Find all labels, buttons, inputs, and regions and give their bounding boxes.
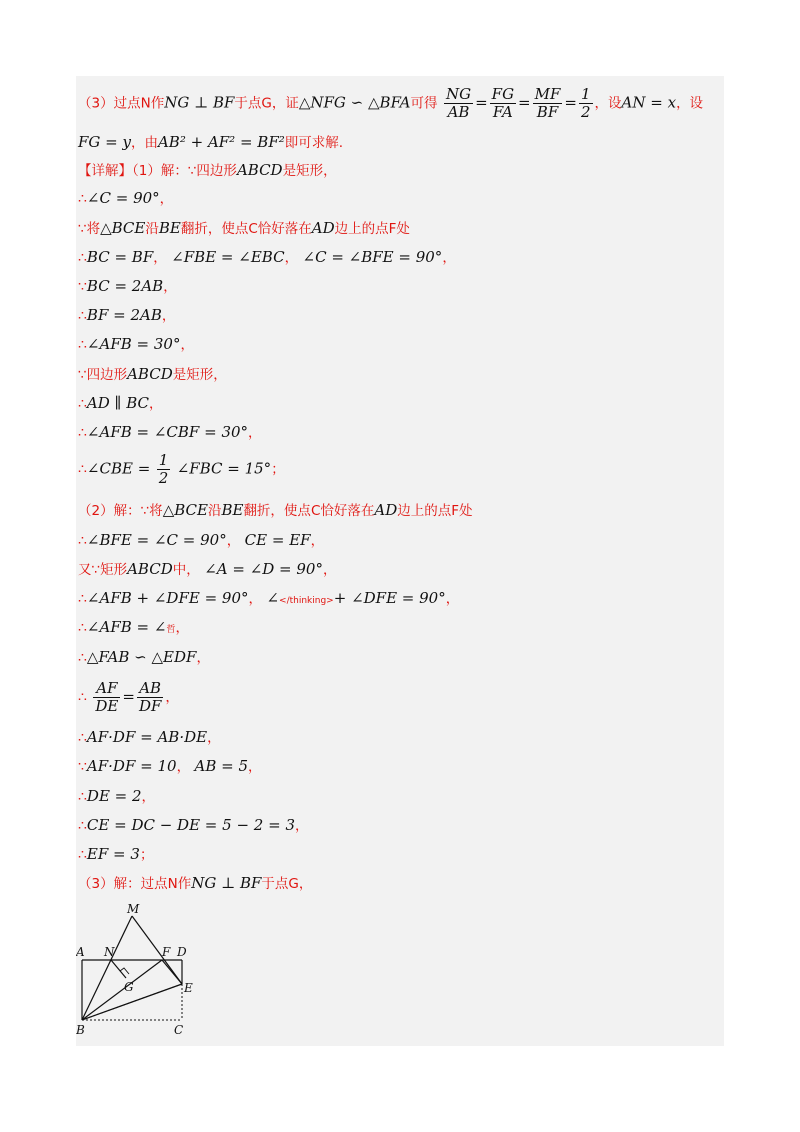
label-f: F: [162, 945, 171, 959]
line-6: ∴BC = BF， ∠FBE = ∠EBC， ∠C = ∠BFE = 90°，: [78, 248, 456, 266]
line-26: （3）解：过点N作NG ⊥ BF于点G，: [78, 874, 313, 892]
line-14: （2）解：∵将△BCE沿BE翻折，使点C恰好落在AD边上的点F处: [78, 501, 473, 519]
line-20: ∴ $\frac{AF}{DE}$ = $\frac{AB}{DF}$ ，: [78, 679, 179, 715]
label-d: D: [177, 945, 187, 959]
line-11: ∴AD ∥ BC，: [78, 394, 163, 412]
label-m: M: [127, 902, 140, 916]
line-21: ∴AF·DF = AB·DE，: [78, 728, 221, 746]
label-b: B: [76, 1023, 85, 1037]
line-19: ∴△FAB ∽ △EDF，: [78, 648, 210, 666]
line-16: 又∵矩形ABCD中， ∠A = ∠D = 90°，: [78, 560, 337, 578]
fraction-one-half: $\frac{1}{2}$: [580, 85, 591, 121]
fraction-mf-bf: $\frac{MF}{BF}$: [534, 85, 561, 121]
fraction-ab-df: $\frac{AB}{DF}$: [138, 679, 162, 715]
line-22: ∵AF·DF = 10， AB = 5，: [78, 757, 262, 775]
label-e: E: [184, 981, 193, 995]
fraction-one-half: $\frac{1}{2}$: [158, 451, 169, 487]
segment-fe: [162, 960, 182, 984]
line-8: ∴BF = 2AB，: [78, 306, 176, 324]
line-2: FG = y，由AB² + AF² = BF²即可求解.: [78, 133, 344, 151]
line-9: ∴∠AFB = 30°，: [78, 335, 194, 353]
line-23: ∴DE = 2，: [78, 787, 156, 805]
segment-me: [132, 916, 182, 984]
line-7: ∵BC = 2AB，: [78, 277, 177, 295]
line-1: （3）过点N作NG ⊥ BF于点G，证△NFG ∽ △BFA可得 $\frac{NG}{AB}$ = $\frac{FG}{FA}$ = $\frac{MF}{BF}$ = $\frac{1}{2}$ ，设AN = x，设: [78, 85, 704, 121]
fraction-ng-ab: $\frac{NG}{AB}$: [445, 85, 472, 121]
line-17: ∴∠AFB + ∠DFE = 90°， ∠</thinking>+ ∠DFE = 90°，: [78, 589, 460, 607]
line-13: ∴∠CBE = $\frac{1}{2}$ ∠FBC = 15°；: [78, 451, 285, 487]
geometry-figure: [76, 900, 216, 1045]
fraction-fg-fa: $\frac{FG}{FA}$: [491, 85, 515, 121]
label-c: C: [174, 1023, 184, 1037]
label-g: G: [124, 980, 134, 994]
line-10: ∵四边形ABCD是矩形，: [78, 365, 227, 383]
line-25: ∴EF = 3；: [78, 845, 154, 863]
fraction-af-de: $\frac{AF}{DE}$: [95, 679, 119, 715]
line-18: ∴∠AFB = ∠哲，: [78, 618, 189, 636]
line-4: ∴∠C = 90°，: [78, 189, 174, 207]
line-12: ∴∠AFB = ∠CBF = 30°，: [78, 423, 262, 441]
line-3: 【详解】（1）解：∵四边形ABCD是矩形，: [78, 161, 337, 179]
line-5: ∵将△BCE沿BE翻折，使点C恰好落在AD边上的点F处: [78, 219, 410, 237]
line-24: ∴CE = DC − DE = 5 − 2 = 3，: [78, 816, 309, 834]
label-a: A: [76, 945, 85, 959]
label-n: N: [104, 945, 115, 959]
line-15: ∴∠BFE = ∠C = 90°， CE = EF，: [78, 531, 325, 549]
segment-ng: [111, 960, 126, 978]
